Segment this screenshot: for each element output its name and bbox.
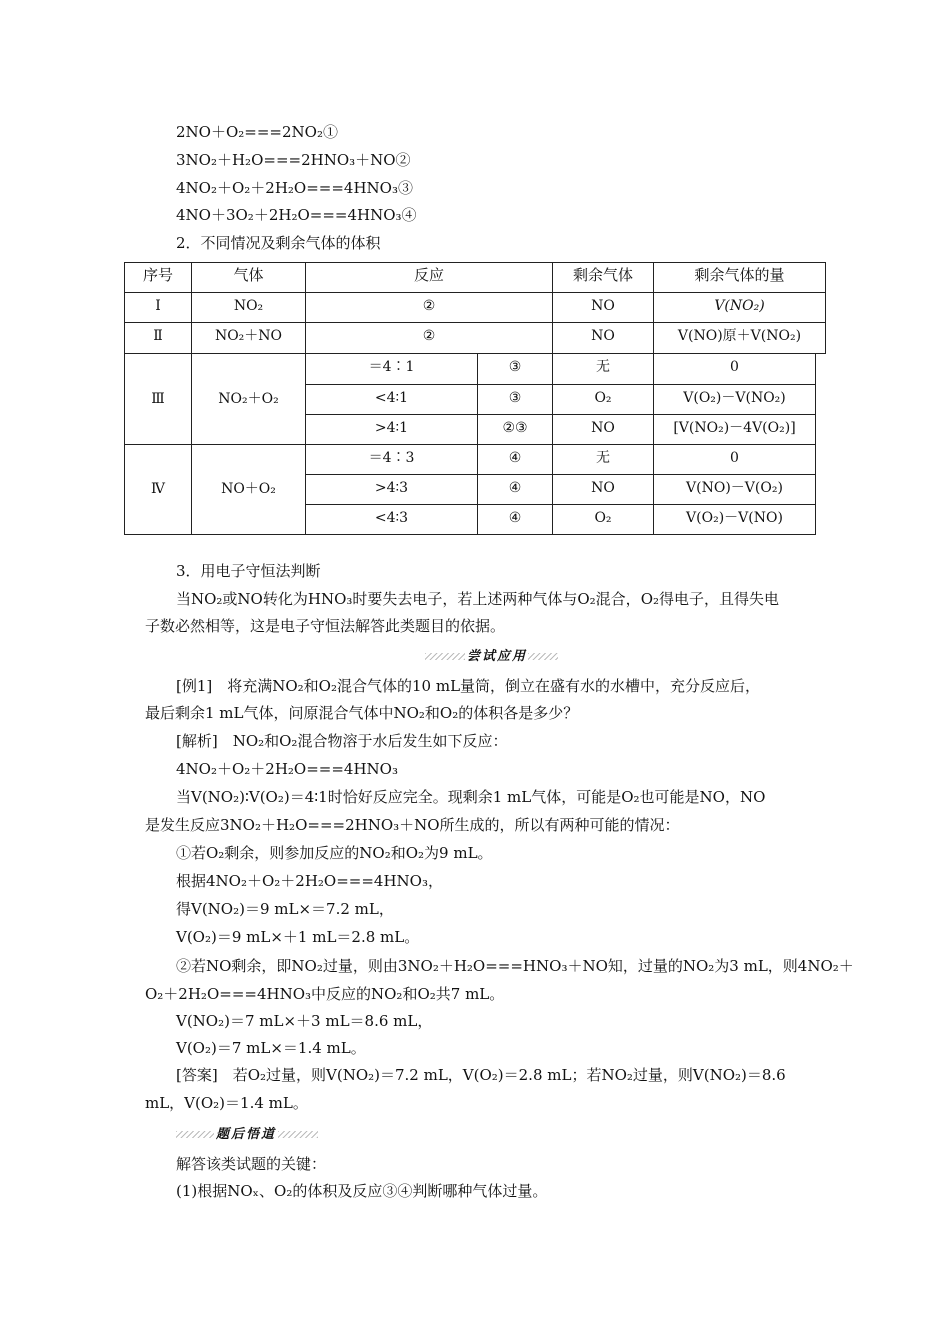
table-header: 气体 <box>233 266 264 284</box>
table-cell: NO <box>591 298 615 314</box>
table-cell: Ⅱ <box>153 328 163 344</box>
table-cell: NO <box>591 480 615 496</box>
table-cell: O₂ <box>594 390 612 406</box>
table-cell: O₂ <box>594 510 612 526</box>
example-line: [解析] NO₂和O₂混合物溶于水后发生如下反应： <box>176 732 508 750</box>
table-cell: ④ <box>508 450 522 466</box>
example-line: 得V(NO₂)＝9 mL×＝7.2 mL， <box>176 900 394 918</box>
table-cell: 0 <box>730 359 739 375</box>
table-cell: ③ <box>508 359 522 375</box>
table-cell: V(NO)－V(O₂) <box>686 480 783 496</box>
table-cell: Ⅰ <box>155 298 161 314</box>
table-cell: 0 <box>730 450 739 466</box>
answer-line: [答案] 若O₂过量，则V(NO₂)＝7.2 mL，V(O₂)＝2.8 mL；若NO₂过量，则V(NO₂)＝8.6 <box>176 1066 786 1084</box>
hatch-decoration <box>528 653 558 660</box>
example-line: V(NO₂)＝7 mL×＋3 mL＝8.6 mL， <box>176 1012 433 1030</box>
table-cell: ②③ <box>502 420 528 436</box>
table-cell: ③ <box>508 390 522 406</box>
table-cell: NO₂ <box>233 298 264 314</box>
example-line: 是发生反应3NO₂＋H₂O===2HNO₃＋NO所生成的，所以有两种可能的情况： <box>145 816 680 834</box>
paragraph-line: 子数必然相等，这是电子守恒法解答此类题目的依据。 <box>145 617 506 635</box>
heading-3: 3．用电子守恒法判断 <box>176 562 321 580</box>
table-header: 剩余气体的量 <box>694 266 785 284</box>
hatch-decoration <box>278 1131 318 1138</box>
table-cell: 无 <box>596 450 610 466</box>
example-line: ②若NO剩余，即NO₂过量，则由3NO₂＋H₂O===HNO₃＋NO知，过量的NO₂为3 mL，则4NO₂＋ <box>176 957 854 975</box>
example-line: 当V(NO₂)∶V(O₂)＝4∶1时恰好反应完全。现剩余1 mL气体，可能是O₂也可能是NO，NO <box>176 788 766 806</box>
table-cell: NO＋O₂ <box>221 481 276 497</box>
example-line: 根据4NO₂＋O₂＋2H₂O===4HNO₃， <box>176 872 443 890</box>
table-cell: ④ <box>508 510 522 526</box>
section-title-try: 尝试应用 <box>467 649 528 664</box>
table-cell: ＝4∶3 <box>368 450 415 466</box>
example-line: V(O₂)＝7 mL×＝1.4 mL。 <box>176 1039 366 1057</box>
table-header: 反应 <box>413 266 444 284</box>
table-header: 序号 <box>142 266 173 284</box>
example-line: 最后剩余1 mL气体，问原混合气体中NO₂和O₂的体积各是多少？ <box>145 704 579 722</box>
example-line: O₂＋2H₂O===4HNO₃中反应的NO₂和O₂共7 mL。 <box>145 985 505 1003</box>
equation-2: 3NO₂＋H₂O===2HNO₃＋NO② <box>176 151 411 169</box>
table-cell: NO₂＋NO <box>214 328 283 344</box>
section-title-reflection: 题后悟道 <box>216 1127 277 1142</box>
equation-1: 2NO＋O₂===2NO₂① <box>176 123 338 141</box>
equation-3: 4NO₂＋O₂＋2H₂O===4HNO₃③ <box>176 179 413 197</box>
table-cell: <4∶3 <box>374 510 409 526</box>
hatch-decoration <box>176 1131 214 1138</box>
table-cell: V(O₂)－V(NO) <box>686 510 783 526</box>
paragraph-line: 当NO₂或NO转化为HNO₃时要失去电子，若上述两种气体与O₂混合，O₂得电子，且得失电 <box>176 590 779 608</box>
table-cell: V(O₂)－V(NO₂) <box>683 390 786 406</box>
example-line: V(O₂)＝9 mL×＋1 mL＝2.8 mL。 <box>176 928 420 946</box>
table-cell: Ⅲ <box>151 391 165 407</box>
table-cell: NO <box>591 420 615 436</box>
table-header: 剩余气体 <box>572 266 633 284</box>
table-cell: <4∶1 <box>374 390 409 406</box>
closing-line: 解答该类试题的关键： <box>176 1155 327 1173</box>
table-cell: V(NO)原＋V(NO₂) <box>677 328 802 344</box>
example-line: ①若O₂剩余，则参加反应的NO₂和O₂为9 mL。 <box>176 844 493 862</box>
equation-4: 4NO＋3O₂＋2H₂O===4HNO₃④ <box>176 206 417 224</box>
closing-line: (1)根据NOₓ、O₂的体积及反应③④判断哪种气体过量。 <box>176 1182 548 1200</box>
table-cell: 无 <box>596 359 610 375</box>
table-cell: V(NO₂) <box>714 298 765 314</box>
answer-line: mL，V(O₂)＝1.4 mL。 <box>145 1094 308 1112</box>
example-line: 4NO₂＋O₂＋2H₂O===4HNO₃ <box>176 760 398 778</box>
table-cell: NO₂＋O₂ <box>218 391 279 407</box>
heading-2: 2．不同情况及剩余气体的体积 <box>176 234 381 252</box>
table-cell: >4∶3 <box>374 480 409 496</box>
table-cell: [V(NO₂)－4V(O₂)] <box>673 420 796 436</box>
hatch-decoration <box>425 653 465 660</box>
table-cell: ② <box>422 298 436 314</box>
table-cell: ② <box>422 328 436 344</box>
table-cell: Ⅳ <box>151 481 165 497</box>
example-line: [例1] 将充满NO₂和O₂混合气体的10 mL量筒，倒立在盛有水的水槽中，充分反应后， <box>176 677 761 695</box>
table-cell: >4∶1 <box>374 420 409 436</box>
table-cell: ④ <box>508 480 522 496</box>
table-cell: NO <box>591 328 615 344</box>
table-cell: ＝4∶1 <box>368 359 415 375</box>
